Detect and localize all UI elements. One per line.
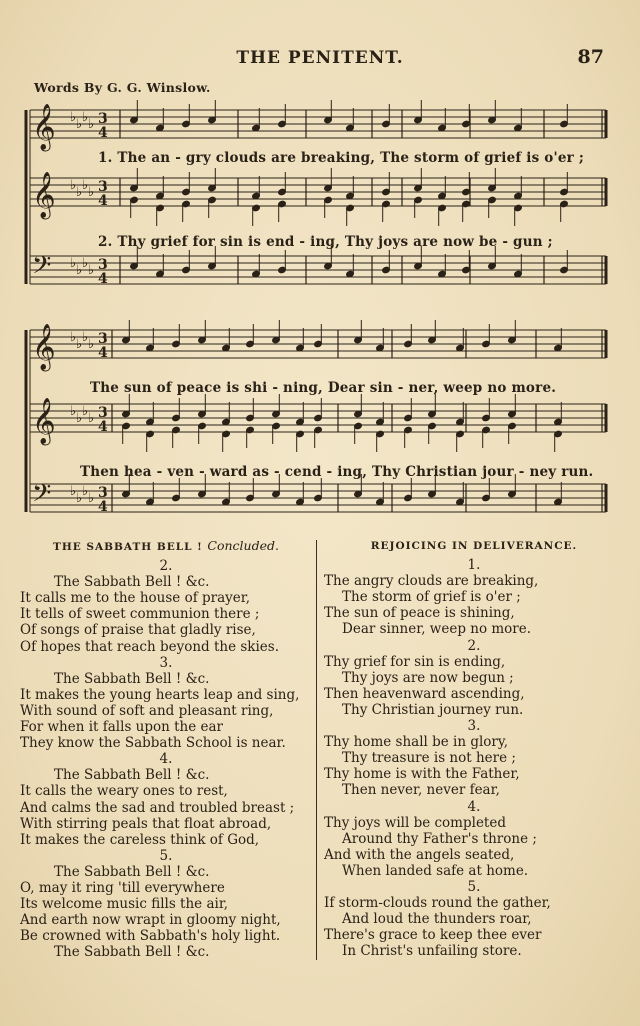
flat-icon: ♭ bbox=[76, 185, 83, 200]
flat-icon: ♭ bbox=[88, 411, 95, 426]
page-title: THE PENITENT. bbox=[236, 48, 404, 68]
verse-line: Around thy Father's throne ; bbox=[342, 830, 537, 847]
treble-clef-icon: 𝄞 bbox=[32, 324, 56, 370]
rejoicing-column bbox=[324, 538, 624, 959]
stanza-number: 3. bbox=[159, 654, 173, 671]
flat-icon: ♭ bbox=[70, 256, 77, 271]
page-number: 87 bbox=[577, 46, 604, 68]
flat-icon: ♭ bbox=[88, 263, 95, 278]
verse-line: Thy home shall be in glory, bbox=[324, 734, 509, 751]
flat-icon: ♭ bbox=[70, 484, 77, 499]
stanza-number: 2. bbox=[467, 637, 481, 654]
flat-icon: ♭ bbox=[82, 178, 89, 193]
time-signature: 4 bbox=[98, 125, 108, 141]
time-signature: 4 bbox=[98, 193, 108, 209]
time-signature: 3 bbox=[98, 485, 108, 501]
flat-icon: ♭ bbox=[88, 185, 95, 200]
verse-line: It calls the weary ones to rest, bbox=[20, 783, 228, 800]
time-signature: 3 bbox=[98, 179, 108, 195]
verse-line: Of hopes that reach beyond the skies. bbox=[20, 638, 279, 655]
time-signature: 4 bbox=[98, 345, 108, 361]
verse-line: Dear sinner, weep no more. bbox=[342, 621, 532, 638]
verse-line: And calms the sad and troubled breast ; bbox=[20, 799, 295, 816]
treble-clef-icon: 𝄞 bbox=[32, 398, 56, 444]
verse-line: With stirring peals that float abroad, bbox=[20, 815, 272, 832]
flat-icon: ♭ bbox=[88, 117, 95, 132]
verse-line: It makes the careless think of God, bbox=[20, 831, 260, 848]
flat-icon: ♭ bbox=[76, 263, 83, 278]
treble-clef-icon: 𝄞 bbox=[32, 104, 56, 150]
verse-line: Thy grief for sin is ending, bbox=[324, 653, 506, 670]
left-heading: THE SABBATH BELL ! Concluded. bbox=[53, 538, 279, 553]
verse-line: The Sabbath Bell ! &c. bbox=[54, 670, 210, 687]
flat-icon: ♭ bbox=[70, 110, 77, 125]
verse-line: The Sabbath Bell ! &c. bbox=[54, 574, 210, 591]
verse-line: Thy joys will be completed bbox=[324, 814, 506, 831]
time-signature: 3 bbox=[98, 405, 108, 421]
sabbath-bell-column bbox=[20, 538, 312, 960]
flat-icon: ♭ bbox=[82, 256, 89, 271]
time-signature: 3 bbox=[98, 331, 108, 347]
verse-line: The Sabbath Bell ! &c. bbox=[54, 863, 210, 880]
flat-icon: ♭ bbox=[70, 404, 77, 419]
verse-line: In Christ's unfailing store. bbox=[342, 943, 522, 960]
verse-line: There's grace to keep thee ever bbox=[324, 927, 542, 944]
stanza-number: 5. bbox=[467, 878, 481, 895]
flat-icon: ♭ bbox=[88, 337, 95, 352]
verse-line: With sound of soft and pleasant ring, bbox=[20, 702, 274, 719]
stanza-number: 3. bbox=[467, 718, 481, 735]
verse-line: Thy joys are now begun ; bbox=[342, 669, 514, 686]
verse-line: Its welcome music fills the air, bbox=[20, 896, 229, 913]
system1-verse2-lyric: 2. Thy grief for sin is end - ing, Thy joys are now be - gun ; bbox=[98, 234, 553, 250]
verse-line: The angry clouds are breaking, bbox=[324, 573, 539, 590]
verse-line: Thy Christian journey run. bbox=[342, 701, 524, 718]
verse-line: Then heavenward ascending, bbox=[324, 685, 525, 702]
bass-clef-icon: 𝄢 bbox=[32, 251, 52, 286]
verse-line: Thy treasure is not here ; bbox=[342, 750, 516, 767]
verse-line: And with the angels seated, bbox=[324, 846, 515, 863]
right-heading: REJOICING IN DELIVERANCE. bbox=[370, 540, 578, 552]
stanza-number: 1. bbox=[467, 557, 481, 574]
verse-line: If storm-clouds round the gather, bbox=[324, 895, 551, 912]
flat-icon: ♭ bbox=[82, 484, 89, 499]
verse-line: Be crowned with Sabbath's holy light. bbox=[20, 928, 281, 945]
time-signature: 4 bbox=[98, 419, 108, 435]
system2-line2-lyric: Then hea - ven - ward as - cend - ing, Thy Christian jour - ney run. bbox=[80, 464, 594, 480]
flat-icon: ♭ bbox=[76, 491, 83, 506]
verse-line: Then never, never fear, bbox=[342, 782, 500, 799]
verse-line: Of songs of praise that gladly rise, bbox=[20, 622, 256, 639]
time-signature: 4 bbox=[98, 271, 108, 287]
system2-line1-lyric: The sun of peace is shi - ning, Dear sin - ner, weep no more. bbox=[90, 380, 557, 396]
flat-icon: ♭ bbox=[76, 337, 83, 352]
verse-line: It makes the young hearts leap and sing, bbox=[20, 686, 300, 703]
verse-line: For when it falls upon the ear bbox=[20, 719, 224, 736]
time-signature: 3 bbox=[98, 257, 108, 273]
time-signature: 4 bbox=[98, 499, 108, 515]
column-divider bbox=[316, 540, 317, 960]
flat-icon: ♭ bbox=[76, 411, 83, 426]
flat-icon: ♭ bbox=[82, 110, 89, 125]
words-credit: Words By G. G. Winslow. bbox=[34, 80, 211, 95]
verse-line: They know the Sabbath School is near. bbox=[20, 735, 286, 752]
flat-icon: ♭ bbox=[70, 330, 77, 345]
verse-line: It tells of sweet communion there ; bbox=[20, 606, 260, 623]
time-signature: 3 bbox=[98, 111, 108, 127]
system1-verse1-lyric: 1. The an - gry clouds are breaking, The storm of grief is o'er ; bbox=[98, 150, 585, 166]
verse-line: The Sabbath Bell ! &c. bbox=[54, 767, 210, 784]
flat-icon: ♭ bbox=[70, 178, 77, 193]
flat-icon: ♭ bbox=[82, 330, 89, 345]
stanza-number: 4. bbox=[467, 798, 481, 815]
stanza-number: 5. bbox=[159, 847, 173, 864]
verse-line: And loud the thunders roar, bbox=[342, 911, 532, 928]
verse-line: O, may it ring 'till everywhere bbox=[20, 879, 225, 896]
verse-line: The sun of peace is shining, bbox=[324, 605, 515, 622]
verse-line: When landed safe at home. bbox=[342, 862, 529, 879]
flat-icon: ♭ bbox=[76, 117, 83, 132]
verse-line: Thy home is with the Father, bbox=[324, 766, 520, 783]
verse-line: It calls me to the house of prayer, bbox=[20, 590, 251, 607]
flat-icon: ♭ bbox=[82, 404, 89, 419]
verse-line: And earth now wrapt in gloomy night, bbox=[20, 912, 281, 929]
verse-line: The Sabbath Bell ! &c. bbox=[54, 944, 210, 961]
stanza-number: 4. bbox=[159, 751, 173, 768]
verse-line: The storm of grief is o'er ; bbox=[342, 589, 521, 606]
flat-icon: ♭ bbox=[88, 491, 95, 506]
stanza-number: 2. bbox=[159, 558, 173, 575]
bass-clef-icon: 𝄢 bbox=[32, 479, 52, 514]
treble-clef-icon: 𝄞 bbox=[32, 172, 56, 218]
